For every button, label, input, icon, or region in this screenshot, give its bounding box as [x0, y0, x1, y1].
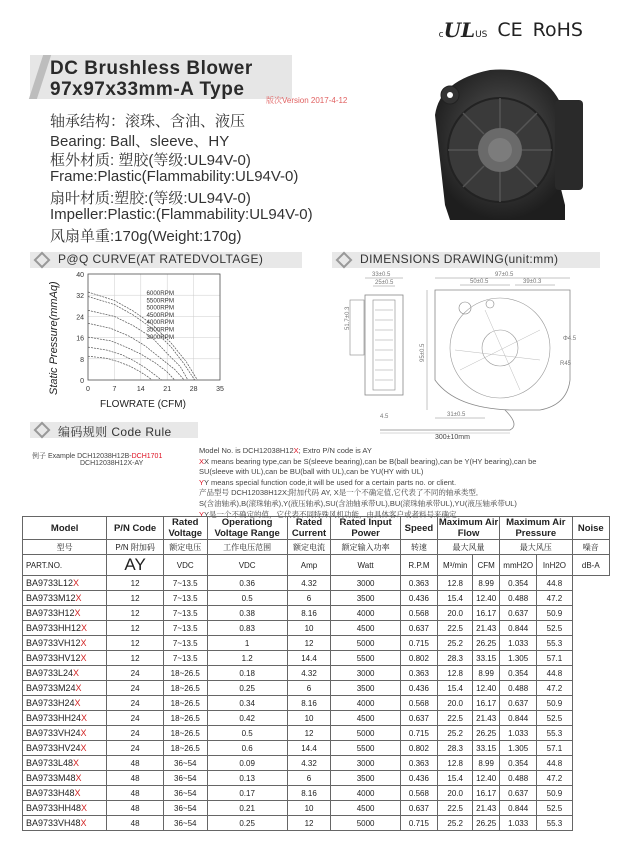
table-cell: 10 [287, 711, 331, 726]
table-cell: 28.3 [438, 651, 473, 666]
pq-curve-chart [60, 268, 230, 398]
table-cell: 36~54 [163, 801, 207, 816]
table-cell: 0.637 [500, 696, 537, 711]
table-row [23, 621, 610, 636]
table-cell: 8.99 [473, 576, 500, 591]
table-cell: 0.715 [400, 636, 437, 651]
table-cell: 0.363 [400, 576, 437, 591]
table-cell: 22.5 [438, 621, 473, 636]
section-bar-dimensions: DIMENSIONS DRAWING(unit:mm) [332, 252, 600, 268]
table-cell: 6 [287, 591, 331, 606]
table-cell: 18~26.5 [163, 711, 207, 726]
table-cell: 12 [287, 816, 331, 831]
legend-entry: 6000RPM [146, 290, 174, 297]
table-cell: 0.637 [400, 801, 437, 816]
th-rated-voltage: Rated Voltage [163, 517, 207, 540]
table-cell: 18~26.5 [163, 666, 207, 681]
table-row [23, 651, 610, 666]
dim-95: 95±0.5 [420, 343, 426, 362]
table-cell: 0.6 [207, 741, 287, 756]
table-cell: 5000 [331, 636, 400, 651]
table-cell: 0.354 [500, 666, 537, 681]
y-tick-label: 32 [76, 293, 84, 301]
table-cell: 48 [107, 756, 164, 771]
table-cell: 0.488 [500, 771, 537, 786]
table-cell: 0.715 [400, 816, 437, 831]
model-cell: BA9733L12X [23, 576, 107, 591]
blower-fan-image [415, 55, 585, 225]
dim-51: 51.7±0.3 [345, 306, 351, 330]
table-cell: 0.802 [400, 651, 437, 666]
table-cell: 0.715 [400, 726, 437, 741]
th-op-voltage: Operationg Voltage Range [207, 517, 287, 540]
table-cell: 16.17 [473, 696, 500, 711]
table-cell: 5000 [331, 726, 400, 741]
table-cell: 6 [287, 681, 331, 696]
x-tick-label: 21 [163, 386, 172, 393]
table-cell: 3000 [331, 666, 400, 681]
th-speed: Speed [400, 517, 437, 540]
table-cell: 57.1 [537, 651, 572, 666]
table-row [23, 696, 610, 711]
table-cell: 15.4 [438, 681, 473, 696]
table-cell: 26.25 [473, 636, 500, 651]
table-cell: 0.13 [207, 771, 287, 786]
table-cell: 55.3 [537, 726, 572, 741]
table-cell: 4.32 [287, 666, 331, 681]
table-cell: 0.436 [400, 681, 437, 696]
table-cell: 1 [207, 636, 287, 651]
table-cell: 47.2 [537, 591, 572, 606]
table-cell: 21.43 [473, 621, 500, 636]
dim-4-5: 4.5 [380, 414, 389, 420]
dim-31: 31±0.5 [447, 412, 466, 418]
table-cell: 0.25 [207, 816, 287, 831]
table-cell: 4500 [331, 711, 400, 726]
series-line [88, 347, 162, 380]
x-tick-label: 14 [136, 386, 145, 393]
table-cell: 36~54 [163, 816, 207, 831]
dim-33: 33±0.5 [372, 272, 391, 278]
code-rule-line6: S(含油轴承),B(滚珠轴承),Y(液压轴承),SU(含油轴承带UL),BU(滚珠轴承带UL),YU(液压轴承带UL) [199, 498, 517, 508]
table-cell: 50.9 [537, 786, 572, 801]
table-cell: 12 [107, 621, 164, 636]
code-example: 例子 Example DCH12038H12B-DCH1701 [32, 453, 163, 460]
table-cell: 3500 [331, 681, 400, 696]
dim-wire-length: 300±10mm [435, 434, 470, 440]
table-cell: 5500 [331, 651, 400, 666]
product-subtitle: 97x97x33mm-A Type [50, 79, 245, 100]
table-cell: 52.5 [537, 801, 572, 816]
table-cell: 12 [107, 576, 164, 591]
table-cell: 0.83 [207, 621, 287, 636]
table-cell: 0.09 [207, 756, 287, 771]
table-cell: 22.5 [438, 801, 473, 816]
table-cell: 33.15 [473, 651, 500, 666]
table-cell: 24 [107, 681, 164, 696]
table-row [23, 591, 610, 606]
table-cell: 0.488 [500, 591, 537, 606]
table-cell: 18~26.5 [163, 741, 207, 756]
y-tick-label: 40 [76, 272, 84, 279]
table-cell: 0.568 [400, 786, 437, 801]
table-cell: 3500 [331, 591, 400, 606]
table-cell: 0.637 [400, 711, 437, 726]
table-cell: 0.568 [400, 606, 437, 621]
table-cell: 6 [287, 771, 331, 786]
code-rule-line2: X means bearing type,can be S(sleeve bearing),can be B(ball bearing),can be Y(HY bearing),can be [204, 456, 537, 466]
series-line [88, 297, 195, 381]
table-cell: 4.32 [287, 576, 331, 591]
table-cell: 3000 [331, 576, 400, 591]
table-cell: 0.34 [207, 696, 287, 711]
table-row [23, 816, 610, 831]
table-cell: 1.305 [500, 651, 537, 666]
table-cell: 4000 [331, 696, 400, 711]
table-cell: 12.40 [473, 771, 500, 786]
model-cell: BA9733H12X [23, 606, 107, 621]
spec-impeller-en: Impeller:Plastic:(Flammability:UL94V-0) [50, 206, 313, 223]
table-cell: 12.8 [438, 756, 473, 771]
x-tick-label: 0 [86, 386, 90, 393]
version-label: 版次Version 2017-4-12 [266, 96, 348, 105]
table-cell: 12.40 [473, 681, 500, 696]
table-cell: 0.363 [400, 756, 437, 771]
table-cell: 50.9 [537, 696, 572, 711]
table-cell: 0.17 [207, 786, 287, 801]
table-cell: 52.5 [537, 711, 572, 726]
table-row [23, 756, 610, 771]
table-cell: 16.17 [473, 606, 500, 621]
table-cell: 22.5 [438, 711, 473, 726]
table-cell: 7~13.5 [163, 636, 207, 651]
table-cell: 1.033 [500, 726, 537, 741]
code-rule-line4: Y means special function code,it will be used for a certain parts no. or client. [204, 477, 457, 487]
table-cell: 4000 [331, 606, 400, 621]
pn-code-cell: AY [107, 555, 164, 576]
spec-frame-en: Frame:Plastic(Flammability:UL94V-0) [50, 168, 299, 185]
table-cell: 12.40 [473, 591, 500, 606]
legend-entry: 5500RPM [146, 297, 174, 305]
table-cell: 1.033 [500, 636, 537, 651]
th-model: Model [23, 517, 107, 540]
table-cell: 7~13.5 [163, 621, 207, 636]
table-cell: 20.0 [438, 696, 473, 711]
table-cell: 12 [107, 636, 164, 651]
table-cell: 44.8 [537, 576, 572, 591]
table-cell: 3500 [331, 771, 400, 786]
table-cell: 4000 [331, 786, 400, 801]
dim-50: 50±0.5 [470, 279, 489, 285]
table-cell: 21.43 [473, 711, 500, 726]
legend-entry: 3500RPM [146, 326, 174, 334]
table-cell: 5000 [331, 816, 400, 831]
table-cell: 0.436 [400, 771, 437, 786]
table-cell: 57.1 [537, 741, 572, 756]
table-cell: 1.305 [500, 741, 537, 756]
table-row [23, 606, 610, 621]
table-cell: 12 [107, 651, 164, 666]
table-cell: 47.2 [537, 681, 572, 696]
x-tick-label: 7 [112, 386, 117, 393]
table-cell: 7~13.5 [163, 576, 207, 591]
table-cell: 12.8 [438, 666, 473, 681]
table-cell: 4500 [331, 801, 400, 816]
product-title: DC Brushless Blower [50, 58, 253, 79]
x-tick-label: 35 [216, 386, 224, 393]
table-row [23, 741, 610, 756]
table-cell: 1.033 [500, 816, 537, 831]
table-cell: 44.8 [537, 666, 572, 681]
spec-impeller-cn: 扇叶材质:塑胶:(等级:UL94V-0) [50, 190, 251, 207]
spec-weight: 风扇单重:170g(Weight:170g) [50, 228, 242, 245]
table-cell: 25.2 [438, 726, 473, 741]
th-air-flow: Maximum Air Flow [438, 517, 499, 539]
series-line [88, 356, 152, 380]
model-cell: BA9733HH48X [23, 801, 107, 816]
table-cell: 18~26.5 [163, 696, 207, 711]
table-cell: 0.844 [500, 801, 537, 816]
table-cell: 52.5 [537, 621, 572, 636]
y-tick-label: 8 [80, 356, 84, 364]
table-cell: 0.25 [207, 681, 287, 696]
model-cell: BA9733HV12X [23, 651, 107, 666]
table-cell: 8.99 [473, 756, 500, 771]
th-pn-code: P/N Code [107, 517, 164, 540]
table-cell: 47.2 [537, 771, 572, 786]
dim-39: 39±0.3 [523, 279, 542, 285]
code-rule-line3: SU(sleeve with UL),can be BU(ball with UL),can be YU(HY with UL) [199, 467, 424, 477]
table-cell: 36~54 [163, 756, 207, 771]
table-cell: 14.4 [287, 741, 331, 756]
table-cell: 3000 [331, 756, 400, 771]
table-cell: 33.15 [473, 741, 500, 756]
model-cell: BA9733H48X [23, 786, 107, 801]
table-cell: 0.844 [500, 621, 537, 636]
table-cell: 8.16 [287, 696, 331, 711]
table-row [23, 786, 610, 801]
ce-mark: CE [497, 19, 523, 41]
table-cell: 12 [287, 636, 331, 651]
model-cell: BA9733VH12X [23, 636, 107, 651]
model-cell: BA9733VH24X [23, 726, 107, 741]
table-cell: 0.5 [207, 591, 287, 606]
table-cell: 0.637 [500, 786, 537, 801]
table-cell: 4500 [331, 621, 400, 636]
code-rule-text: Model No. is DCH12038H12X; Extro P/N code is AY XX means bearing type,can be S(sleeve bearing),can be B(ball bearing),can be Y(HY bearing),can be SU(sleeve with UL),can be BU(ball with UL),can be YU(HY with UL) YY means special function code,it will be used for a certain parts no. or client. 产品型号 DCH12038H12X;附加代码 AY, X是一个不确定值,它代表了不同的轴承类型, S(含油轴承),B(滚珠轴承),Y(液压轴承),SU(含油轴承带UL),BU(滚珠轴承带UL),YU(液压轴承带UL) YY是一个不确定的值，它代表不同特殊风机功能，由具体客户或者料号来确定 [199, 446, 624, 520]
table-cell: 18~26.5 [163, 726, 207, 741]
table-header-cn-row: 型号 P/N 附加码 额定电压 工作电压范围 额定电流 额定输入功率 转速 最大风量 最大风压 噪音 [23, 540, 610, 555]
y-tick-label: 16 [76, 335, 84, 343]
table-cell: 0.21 [207, 801, 287, 816]
code-example-line2: DCH12038H12X-AY [80, 460, 144, 467]
certification-marks [439, 18, 583, 42]
table-cell: 12 [287, 726, 331, 741]
table-cell: 0.354 [500, 576, 537, 591]
model-cell: BA9733M12X [23, 591, 107, 606]
table-cell: 7~13.5 [163, 651, 207, 666]
section-bar-curve: P@Q CURVE(AT RATEDVOLTAGE) [30, 252, 302, 268]
model-cell: BA9733HH24X [23, 711, 107, 726]
y-tick-label: 0 [80, 378, 84, 385]
table-cell: 0.568 [400, 696, 437, 711]
chart-xlabel: FLOWRATE (CFM) [100, 399, 186, 410]
table-cell: 25.2 [438, 816, 473, 831]
th-rated-power: Rated Input Power [331, 517, 400, 540]
specification-table [22, 516, 610, 831]
table-cell: 15.4 [438, 591, 473, 606]
model-cell: BA9733M24X [23, 681, 107, 696]
table-cell: 0.488 [500, 681, 537, 696]
model-cell: BA9733HH12X [23, 621, 107, 636]
spec-frame-cn: 框外材质: 塑胶(等级:UL94V-0) [50, 152, 251, 169]
table-cell: 24 [107, 726, 164, 741]
legend-entry: 4500RPM [146, 311, 174, 319]
table-cell: 20.0 [438, 786, 473, 801]
table-cell: 26.25 [473, 726, 500, 741]
table-cell: 44.8 [537, 756, 572, 771]
ul-mark: cULUS [438, 18, 488, 42]
table-cell: 4.32 [287, 756, 331, 771]
table-row [23, 681, 610, 696]
table-cell: 0.38 [207, 606, 287, 621]
table-row [23, 576, 610, 591]
model-cell: BA9733L48X [23, 756, 107, 771]
table-cell: 28.3 [438, 741, 473, 756]
table-cell: 0.637 [400, 621, 437, 636]
rohs-mark: RoHS [532, 19, 583, 41]
model-cell: BA9733HV24X [23, 741, 107, 756]
dim-25: 25±0.5 [375, 280, 394, 286]
series-line [88, 292, 197, 380]
table-cell: 14.4 [287, 651, 331, 666]
th-air-pressure: Maximum Air Pressure [500, 517, 573, 540]
table-cell: 21.43 [473, 801, 500, 816]
table-cell: 48 [107, 801, 164, 816]
model-cell: BA9733VH48X [23, 816, 107, 831]
table-cell: 7~13.5 [163, 606, 207, 621]
table-cell: 0.354 [500, 756, 537, 771]
table-cell: 8.99 [473, 666, 500, 681]
dimensions-drawing [335, 270, 605, 440]
table-cell: 10 [287, 621, 331, 636]
table-cell: 8.16 [287, 786, 331, 801]
model-cell: BA9733M48X [23, 771, 107, 786]
spec-bearing-en: Bearing: Ball、sleeve、HY [50, 133, 230, 150]
table-cell: 7~13.5 [163, 591, 207, 606]
table-cell: 12.8 [438, 576, 473, 591]
table-cell: 0.5 [207, 726, 287, 741]
code-rule-line7: Y是一个不确定的值，它代表不同特殊风机功能，由具体客户或者料号来确定 [204, 509, 457, 519]
table-cell: 12 [107, 591, 164, 606]
table-cell: 0.802 [400, 741, 437, 756]
table-row [23, 666, 610, 681]
table-cell: 25.2 [438, 636, 473, 651]
table-cell: 0.18 [207, 666, 287, 681]
table-row [23, 711, 610, 726]
table-cell: 0.363 [400, 666, 437, 681]
table-cell: 26.25 [473, 816, 500, 831]
table-cell: 48 [107, 786, 164, 801]
legend-entry: 4000RPM [146, 319, 174, 327]
legend-entry: 5000RPM [146, 304, 174, 312]
series-line [88, 337, 175, 380]
table-cell: 48 [107, 771, 164, 786]
table-cell: 55.3 [537, 816, 572, 831]
code-rule-line5: 产品型号 DCH12038H12X;附加代码 AY, X是一个不确定值,它代表了不同的轴承类型, [199, 488, 478, 498]
dim-phi: Φ4.5 [563, 336, 577, 342]
table-cell: 1.2 [207, 651, 287, 666]
table-cell: 12 [107, 606, 164, 621]
table-cell: 8.16 [287, 606, 331, 621]
table-cell: 15.4 [438, 771, 473, 786]
table-row [23, 726, 610, 741]
legend-entry: 3000RPM [146, 333, 174, 341]
table-row [23, 801, 610, 816]
table-cell: 0.637 [500, 606, 537, 621]
table-cell: 20.0 [438, 606, 473, 621]
table-cell: 0.844 [500, 711, 537, 726]
table-cell: 0.36 [207, 576, 287, 591]
th-rated-current: Rated Current [287, 517, 331, 540]
table-cell: 24 [107, 711, 164, 726]
model-cell: BA9733H24X [23, 696, 107, 711]
spec-bearing-cn: 轴承结构：滚珠、含油、液压 [50, 113, 246, 130]
model-cell: BA9733L24X [23, 666, 107, 681]
y-tick-label: 24 [76, 314, 84, 322]
table-cell: 55.3 [537, 636, 572, 651]
table-cell: 24 [107, 696, 164, 711]
dim-97: 97±0.5 [495, 272, 514, 278]
chart-ylabel: Static Pressure(mmAq) [48, 281, 60, 395]
table-cell: 18~26.5 [163, 681, 207, 696]
table-units-row: PART.NO. AY VDC VDC Amp Watt R.P.M M³/min CFM mmH2O InH2O dB-A [23, 555, 610, 576]
table-cell: 5500 [331, 741, 400, 756]
table-row [23, 636, 610, 651]
x-tick-label: 28 [189, 386, 198, 393]
table-cell: 16.17 [473, 786, 500, 801]
table-cell: 36~54 [163, 771, 207, 786]
table-cell: 24 [107, 741, 164, 756]
table-cell: 0.436 [400, 591, 437, 606]
th-noise: Noise [572, 517, 609, 540]
table-cell: 10 [287, 801, 331, 816]
table-row [23, 771, 610, 786]
table-cell: 0.42 [207, 711, 287, 726]
table-cell: 24 [107, 666, 164, 681]
table-cell: 48 [107, 816, 164, 831]
table-cell: 50.9 [537, 606, 572, 621]
dim-r45: R45 [560, 361, 572, 367]
section-bar-code-rule: 编码规则 Code Rule [30, 422, 198, 438]
table-cell: 36~54 [163, 786, 207, 801]
